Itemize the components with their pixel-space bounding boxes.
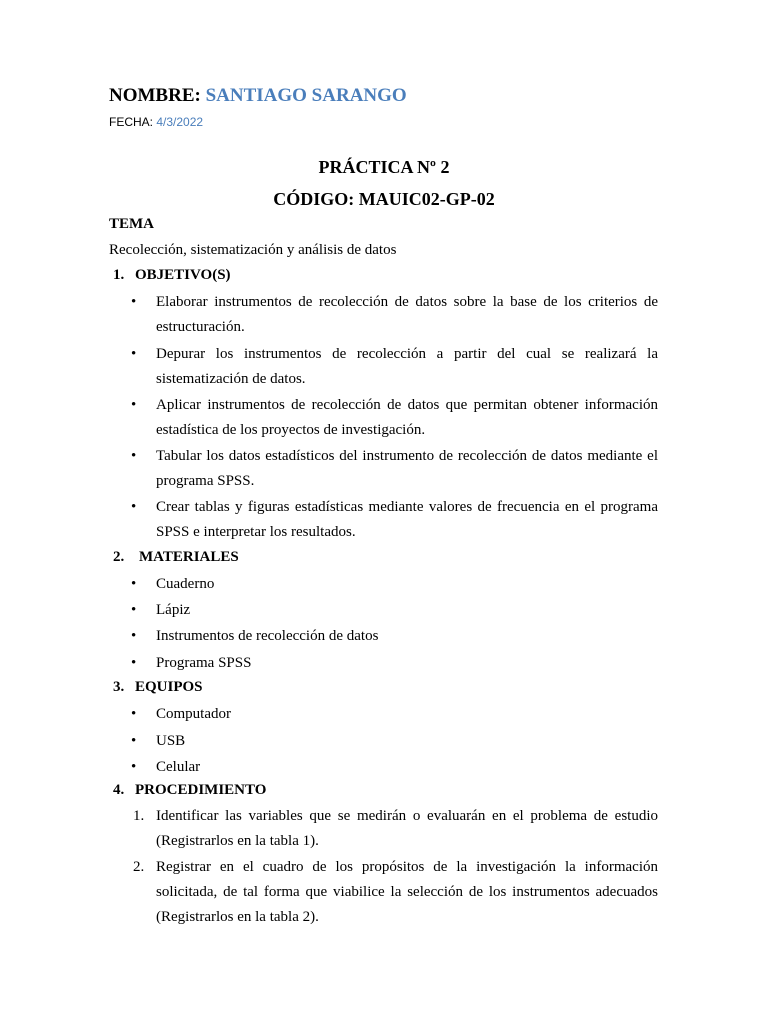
bullet-icon: • <box>131 448 137 464</box>
bullet-icon: • <box>131 759 137 775</box>
fecha-label: FECHA <box>109 115 150 129</box>
list-item: Elaborar instrumentos de recolección de datos sobre la base de los criterios de estructuración. <box>156 294 658 335</box>
section-title: EQUIPOS <box>135 679 203 695</box>
bullet-icon: • <box>131 346 137 362</box>
section-title: MATERIALES <box>139 549 239 565</box>
bullet-icon: • <box>131 397 137 413</box>
list-item: Tabular los datos estadísticos del instrumento de recolección de datos mediante el programa SPSS. <box>156 448 658 489</box>
section-equipos-heading <box>113 679 203 696</box>
section-materiales-heading <box>113 549 239 566</box>
fecha-line: FECHA: 4/3/2022 <box>109 115 204 129</box>
bullet-icon: • <box>131 706 137 722</box>
nombre-line <box>109 85 407 107</box>
list-item: Registrar en el cuadro de los propósitos de la investigación la información solicitada, de tal forma que viabilice la selección de los instrumentos adecuados (Registrarlos en la tabla 2). <box>156 859 658 925</box>
section-title: PROCEDIMIENTO <box>135 782 267 798</box>
list-item: USB <box>156 733 186 749</box>
list-item: Computador <box>156 706 231 722</box>
tema-text: Recolección, sistematización y análisis de datos <box>109 242 397 258</box>
list-item: Lápiz <box>156 602 191 618</box>
bullet-icon: • <box>131 499 137 515</box>
list-item: Programa SPSS <box>156 655 252 671</box>
section-number: 4. <box>113 782 125 798</box>
bullet-icon: • <box>131 655 137 671</box>
list-item: Aplicar instrumentos de recolección de datos que permitan obtener información estadística de los proyectos de investigación. <box>156 397 658 438</box>
bullet-icon: • <box>131 294 137 310</box>
list-item: Crear tablas y figuras estadísticas mediante valores de frecuencia en el programa SPSS e interpretar los resultados. <box>156 499 658 540</box>
nombre-value: SANTIAGO SARANGO <box>205 85 407 106</box>
bullet-icon: • <box>131 576 137 592</box>
bullet-icon: • <box>131 602 137 618</box>
list-item: Instrumentos de recolección de datos <box>156 628 379 644</box>
nombre-label: NOMBRE: <box>109 85 201 106</box>
fecha-value: 4/3/2022 <box>156 115 204 129</box>
section-title: OBJETIVO(S) <box>135 267 231 283</box>
section-number: 1. <box>113 267 125 283</box>
section-number: 2. <box>113 549 125 565</box>
code-title: CÓDIGO: MAUIC02-GP-02 <box>273 189 495 209</box>
tema-heading: TEMA <box>109 216 154 232</box>
list-item: Depurar los instrumentos de recolección a partir del cual se realizará la sistematización de datos. <box>156 346 658 387</box>
step-number: 1. <box>133 808 145 824</box>
list-item: Cuaderno <box>156 576 215 592</box>
list-item: Celular <box>156 759 201 775</box>
practice-title: PRÁCTICA Nº 2 <box>318 157 450 177</box>
bullet-icon: • <box>131 733 137 749</box>
section-number: 3. <box>113 679 125 695</box>
section-objetivos-heading <box>113 267 231 284</box>
list-item: Identificar las variables que se medirán o evaluarán en el problema de estudio (Registrarlos en la tabla 1). <box>156 808 658 849</box>
bullet-icon: • <box>131 628 137 644</box>
section-procedimiento-heading <box>113 782 266 799</box>
step-number: 2. <box>133 859 145 875</box>
